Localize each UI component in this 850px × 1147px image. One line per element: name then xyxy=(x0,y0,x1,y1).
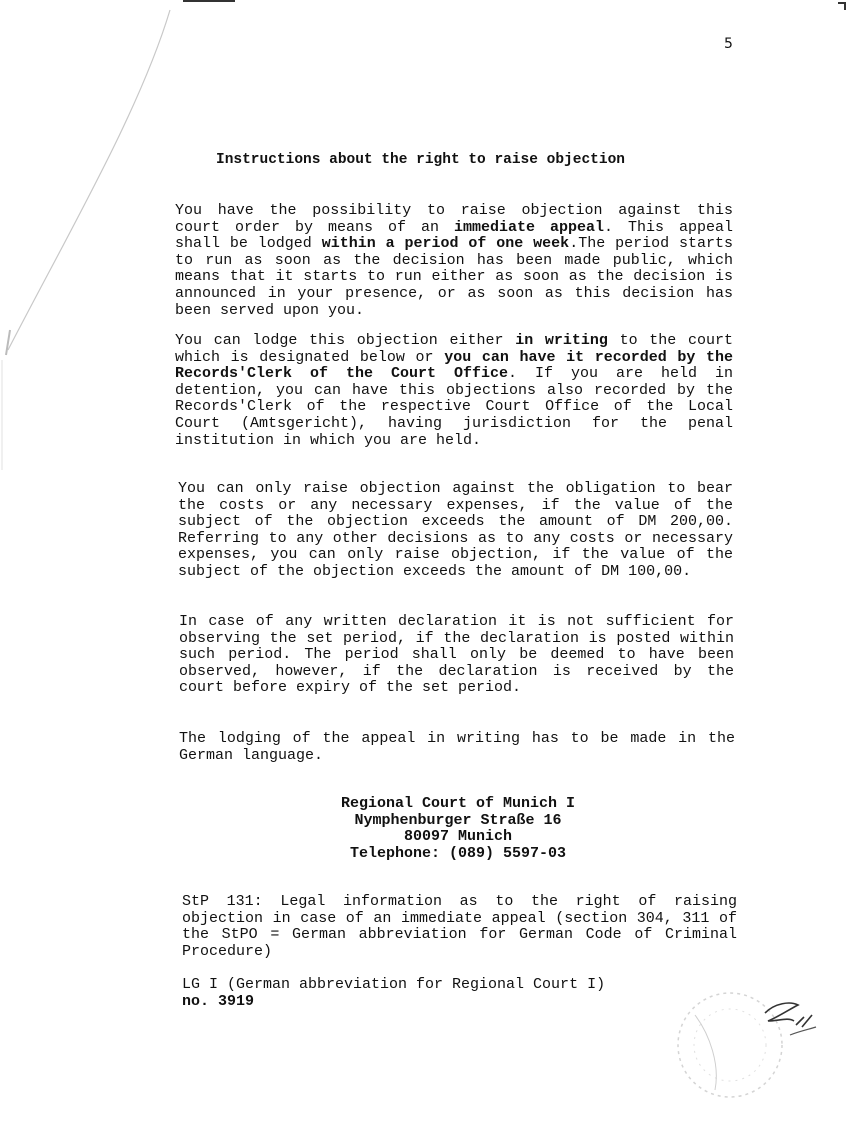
bold-run: immediate appeal xyxy=(453,218,604,236)
bold-run: in writing xyxy=(515,332,608,349)
corner-mark xyxy=(838,2,846,10)
text-run: You can lodge this objection either xyxy=(175,332,516,349)
address-court-name: Regional Court of Munich I xyxy=(340,795,576,812)
paragraph-costs: You can only raise objection against the obligation to bear the costs or any necessary expenses, if the value of the subject of the objection exceeds the amount of DM 200,00. Referring to any other decisions as to any costs or necessary expenses, you can only raise objection, if the value of the subject of the objection exceeds the amount of DM 100,00. xyxy=(178,480,733,580)
paragraph-lodging xyxy=(175,333,733,449)
text-run: to the court which is designated below or xyxy=(175,332,733,366)
text-run: .The period starts to run as soon as the decision has been made public, which means that it starts to run either as soon as the decision is announced in your presence, or as soon as this decision has been served upon you. xyxy=(175,235,734,319)
document-title: Instructions about the right to raise objection xyxy=(216,152,625,168)
bold-run: within a period of one week xyxy=(321,235,570,253)
court-reference-label: LG I (German abbreviation for Regional Court I) xyxy=(182,976,606,993)
text-run: . If you are held in detention, you can have this objections also recorded by the Records'Clerk of the respective Court Office of the Local Court (Amtsgericht), having jurisdiction for the penal institution in which you are held. xyxy=(175,365,733,449)
paragraph-language: The lodging of the appeal in writing has to be made in the German language. xyxy=(179,730,735,764)
address-street: Nymphenburger Straße 16 xyxy=(354,811,562,829)
paragraph-appeal-period xyxy=(175,203,733,319)
court-reference xyxy=(182,977,722,1010)
address-city: 80097 Munich xyxy=(403,828,513,846)
text-run: You have the possibility to raise objection against this court order by means of an xyxy=(175,202,733,236)
paragraph-written-declaration: In case of any written declaration it is not sufficient for observing the set period, if the declaration is posted within such period. The period shall only be deemed to have been observed, however, if the declaration is received by the court before expiry of the set period. xyxy=(179,613,734,697)
scan-edge-artifact xyxy=(0,0,200,480)
page-number: 5 xyxy=(724,36,733,52)
court-address xyxy=(308,796,608,862)
court-reference-number: no. 3919 xyxy=(182,992,255,1010)
address-telephone: Telephone: (089) 5597-03 xyxy=(349,844,567,862)
bold-run: you can have it recorded by the Records'Clerk of the Court Office xyxy=(175,348,733,383)
legal-footer-note: StP 131: Legal information as to the right of raising objection in case of an immediate appeal (section 304, 311 of the StPO = German abbreviation for German Code of Criminal Procedure) xyxy=(182,893,737,960)
text-run: . This appeal shall be lodged xyxy=(175,218,733,253)
signature-mark xyxy=(760,995,820,1040)
